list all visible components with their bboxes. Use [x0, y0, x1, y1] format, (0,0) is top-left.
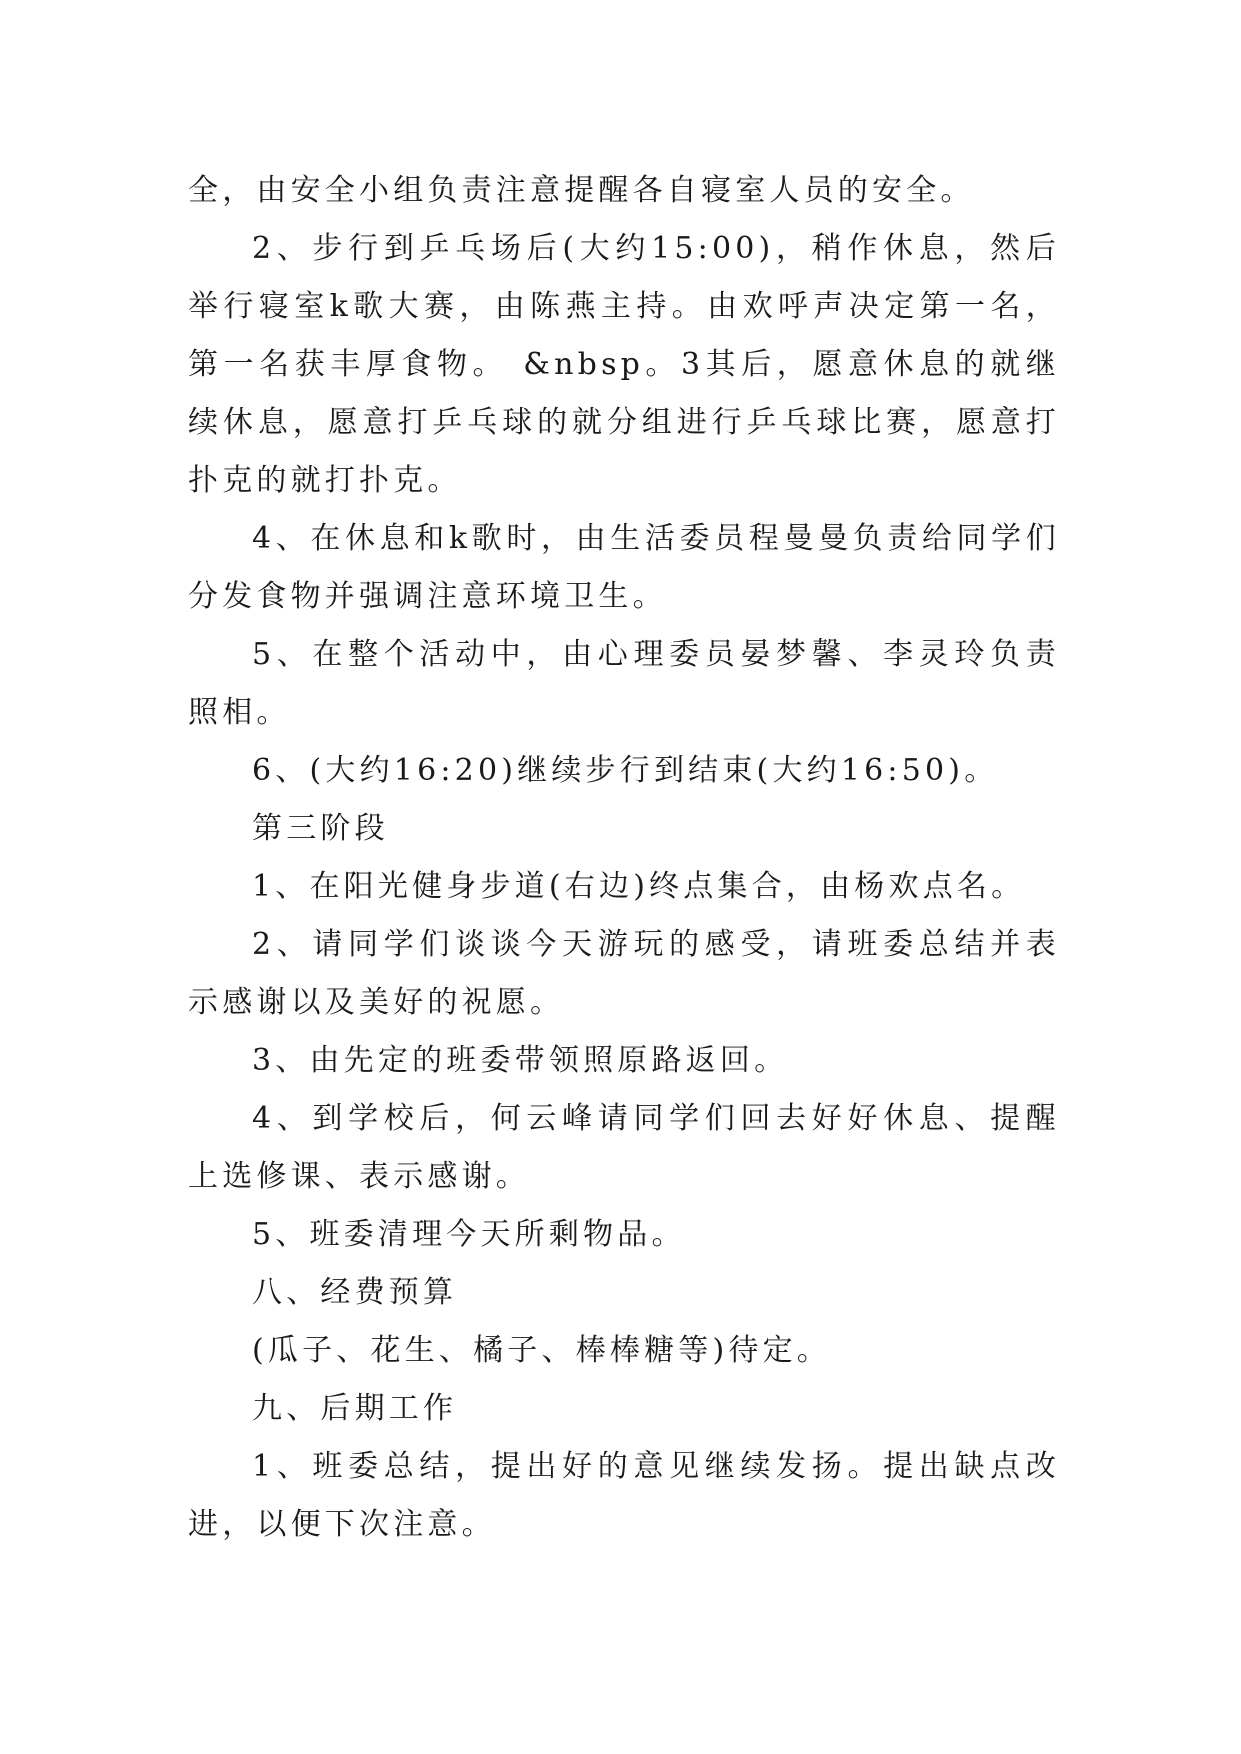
- paragraph-step-6: 6、(大约16:20)继续步行到结束(大约16:50)。: [252, 753, 999, 788]
- paragraph-step-4: 4、在休息和k歌时，由生活委员程曼曼负责给同学们分发食物并强调注意环境卫生。: [188, 521, 1060, 614]
- section-heading-follow-up: 九、后期工作: [252, 1391, 458, 1426]
- paragraph-step-2: 2、步行到乒乓场后(大约15:00)，稍作休息，然后举行寝室k歌大赛，由陈燕主持。由欢呼声决定第一名，第一名获丰厚食物。 &nbsp。3其后，愿意休息的就继续休息，愿意打乒乓球的就分组进行乒乓球比赛，愿意打扑克的就打扑克。: [188, 231, 1060, 498]
- paragraph-stage3-item-3: 3、由先定的班委带领照原路返回。: [252, 1043, 789, 1078]
- section-heading-stage-3: 第三阶段: [252, 811, 389, 846]
- paragraph-safety-continued: 全，由安全小组负责注意提醒各自寝室人员的安全。: [188, 173, 975, 208]
- paragraph-follow-up-item-1: 1、班委总结，提出好的意见继续发扬。提出缺点改进，以便下次注意。: [188, 1449, 1060, 1542]
- document-body: [188, 162, 1060, 1554]
- paragraph-stage3-item-1: 1、在阳光健身步道(右边)终点集合，由杨欢点名。: [252, 869, 1026, 904]
- paragraph-stage3-item-4: 4、到学校后，何云峰请同学们回去好好休息、提醒上选修课、表示感谢。: [188, 1101, 1060, 1194]
- paragraph-budget-detail: (瓜子、花生、橘子、棒棒糖等)待定。: [252, 1333, 832, 1368]
- section-heading-budget: 八、经费预算: [252, 1275, 458, 1310]
- paragraph-step-5: 5、在整个活动中，由心理委员晏梦馨、李灵玲负责照相。: [188, 637, 1060, 730]
- paragraph-stage3-item-5: 5、班委清理今天所剩物品。: [252, 1217, 686, 1252]
- paragraph-stage3-item-2: 2、请同学们谈谈今天游玩的感受，请班委总结并表示感谢以及美好的祝愿。: [188, 927, 1060, 1020]
